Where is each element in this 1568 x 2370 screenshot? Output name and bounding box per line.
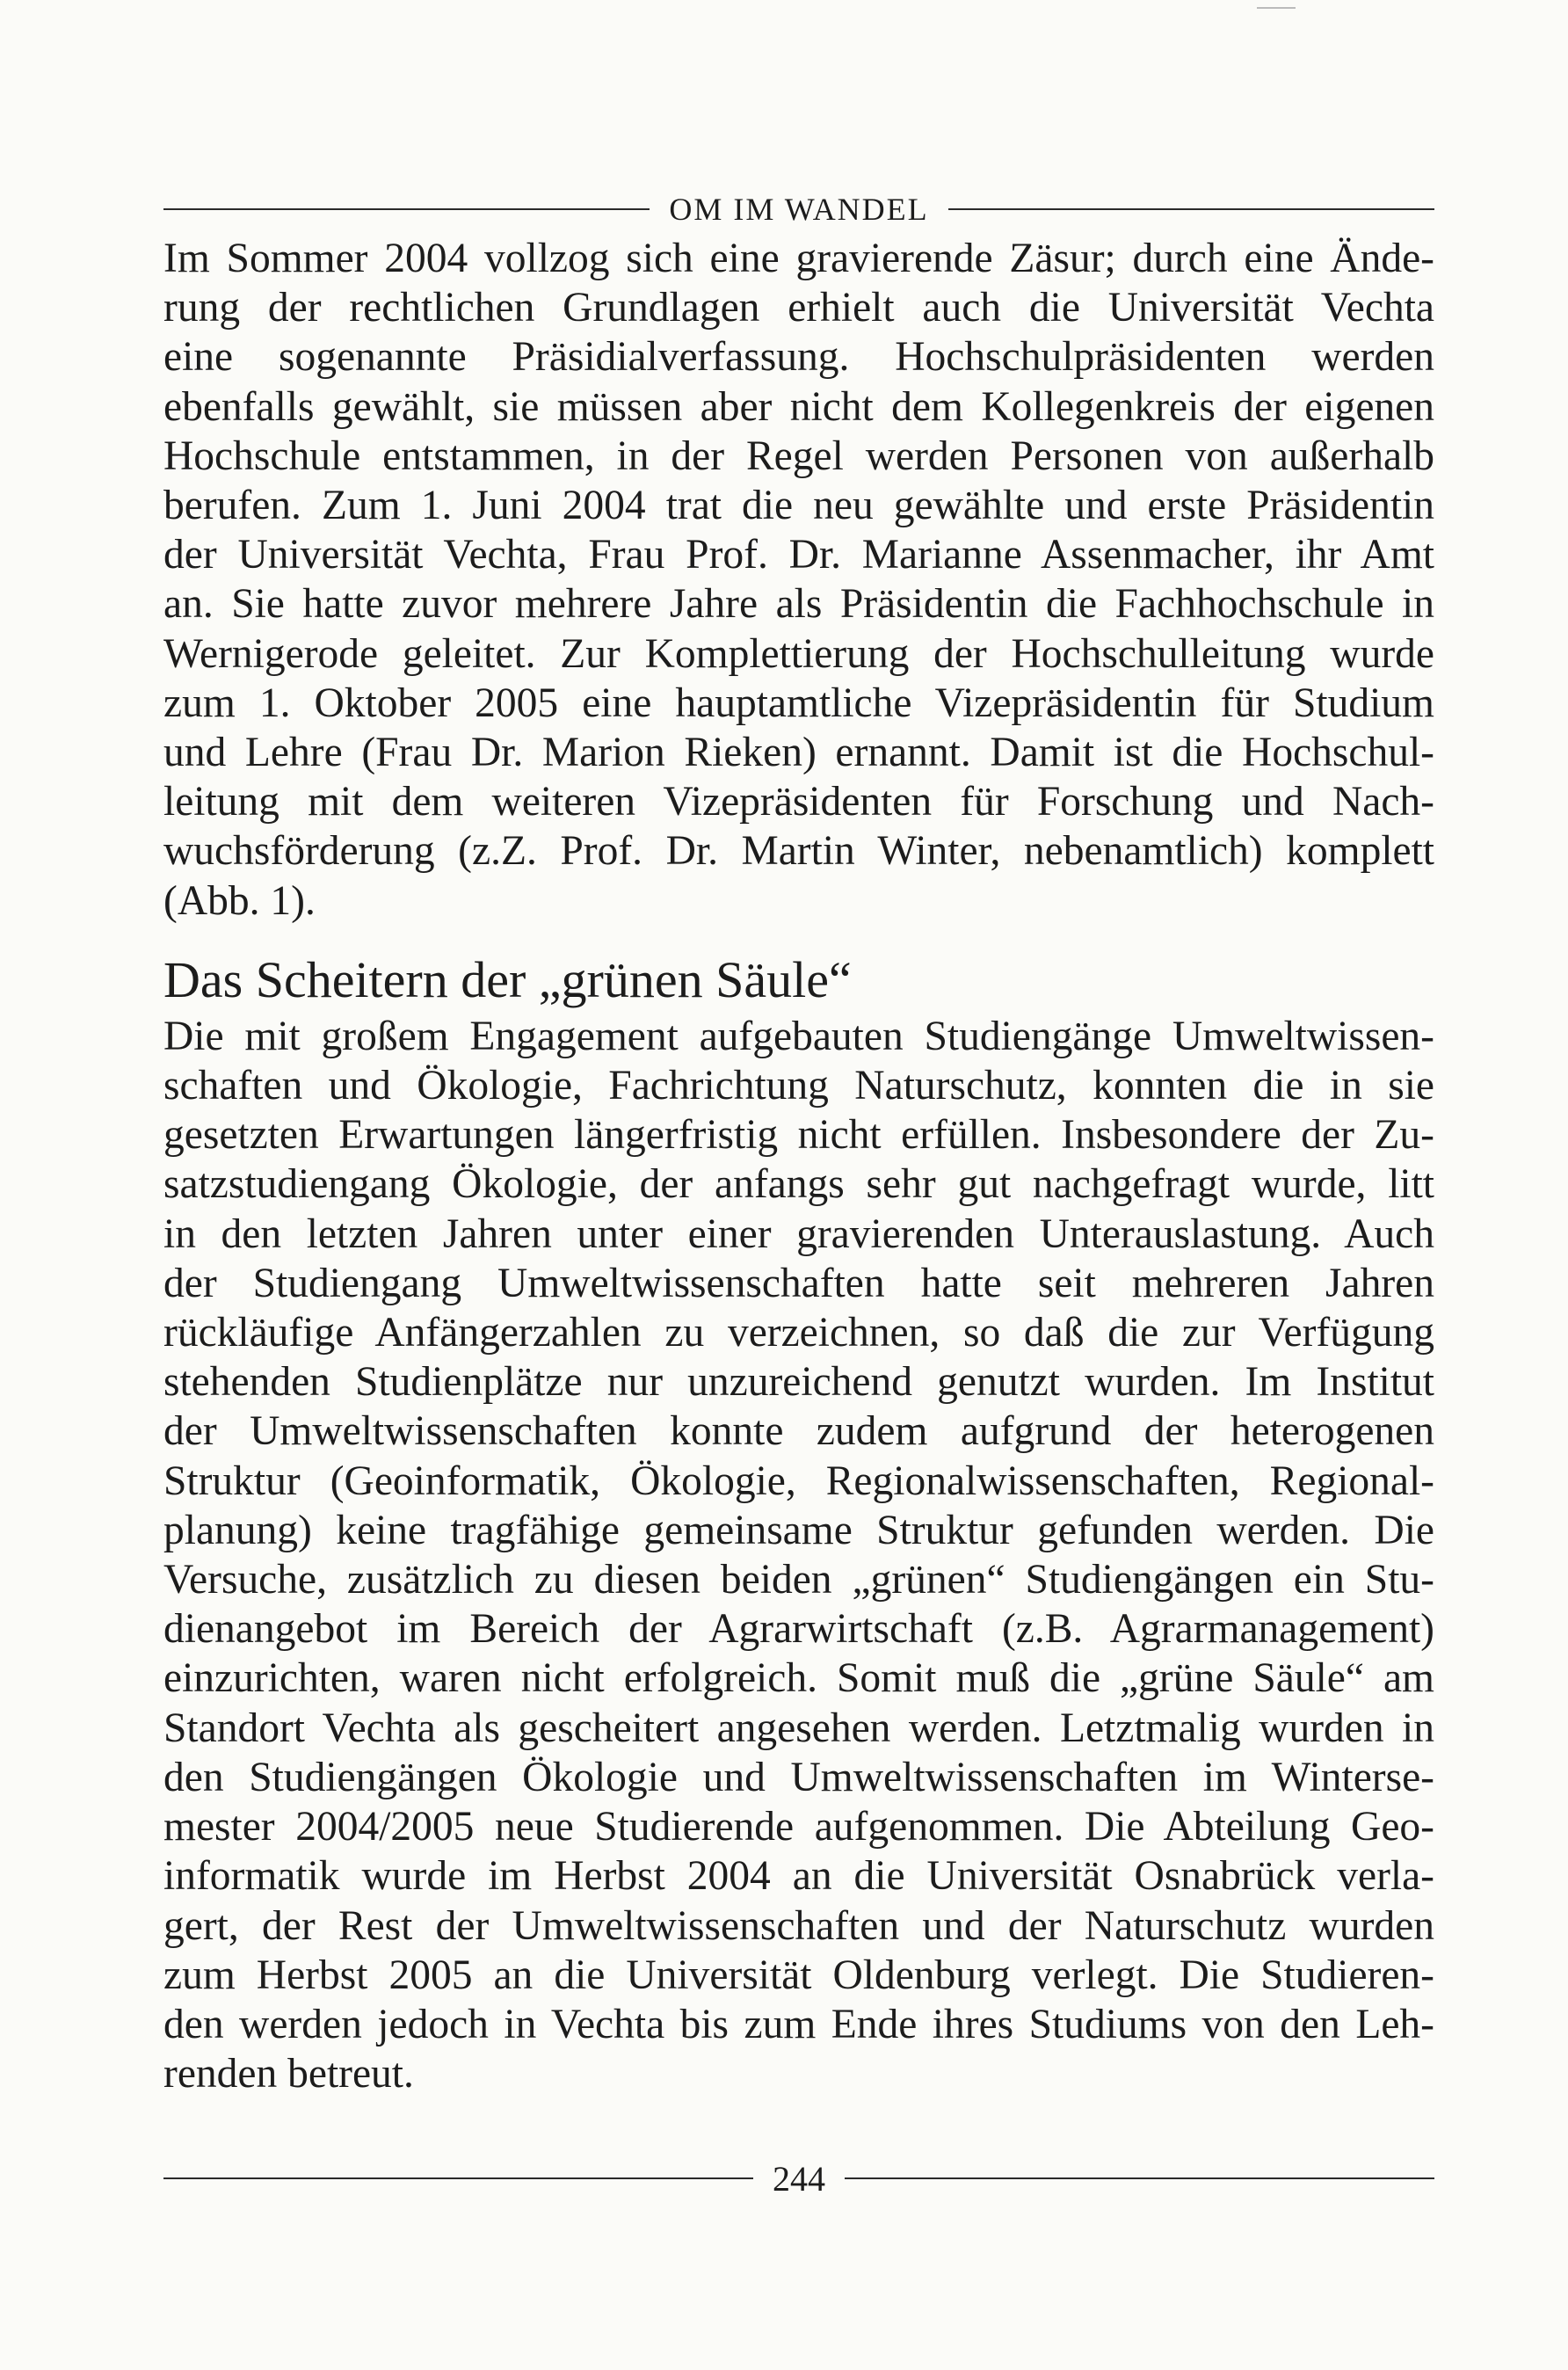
running-head [163, 185, 1434, 234]
page-footer [163, 2152, 1434, 2205]
text-line: einzurichten, waren nicht erfolgreich. Somit muß die „grüne Säule“ am [163, 1655, 1434, 1702]
page-content [163, 185, 1434, 2098]
text-line: der Umweltwissenschaften konnte zudem aufgrund der heterogenen [163, 1408, 1434, 1455]
page-number: 244 [773, 2158, 825, 2199]
text-line: renden betreut. [163, 2051, 414, 2097]
text-line: informatik wurde im Herbst 2004 an die Universität Osnabrück verla- [163, 1853, 1434, 1900]
footer-rule-right [845, 2177, 1434, 2179]
text-line: der Studiengang Umweltwissenschaften hatte seit mehreren Jahren [163, 1260, 1434, 1306]
text-line: der Universität Vechta, Frau Prof. Dr. Marianne Assenmacher, ihr Amt [163, 532, 1434, 578]
text-line: den werden jedoch in Vechta bis zum Ende ihres Studiums von den Leh- [163, 2001, 1434, 2047]
text-line: gesetzten Erwartungen längerfristig nicht erfüllen. Insbesondere der Zu- [163, 1112, 1434, 1159]
text-line: schaften und Ökologie, Fachrichtung Naturschutz, konnten die in sie [163, 1063, 1434, 1109]
text-line: Struktur (Geoinformatik, Ökologie, Regionalwissenschaften, Regional- [163, 1458, 1434, 1504]
text-line: wuchsförderung (z.Z. Prof. Dr. Martin Winter, nebenamtlich) komplett [163, 828, 1434, 875]
running-head-rule-left [163, 208, 650, 210]
text-line: ebenfalls gewählt, sie müssen aber nicht dem Kollegenkreis der eigenen [163, 383, 1434, 430]
text-line: (Abb. 1). [163, 877, 316, 924]
text-line: gert, der Rest der Umweltwissenschaften und der Naturschutz wurden [163, 1902, 1434, 1949]
text-line: dienangebot im Bereich der Agrarwirtschaft (z.B. Agrarmanagement) [163, 1606, 1434, 1653]
text-line: satzstudiengang Ökologie, der anfangs sehr gut nachgefragt wurde, litt [163, 1161, 1434, 1208]
paragraph-presidential-constitution [163, 234, 1434, 926]
text-line: Wernigerode geleitet. Zur Komplettierung der Hochschulleitung wurde [163, 630, 1434, 677]
text-line: leitung mit dem weiteren Vizepräsidenten für Forschung und Nach- [163, 779, 1434, 825]
text-line: Standort Vechta als gescheitert angesehen werden. Letztmalig wurden in [163, 1705, 1434, 1751]
scan-mark [1257, 7, 1296, 9]
text-line: eine sogenannte Präsidialverfassung. Hochschulpräsidenten werden [163, 334, 1434, 381]
running-head-rule-right [948, 208, 1434, 210]
text-line: in den letzten Jahren unter einer gravierenden Unterauslastung. Auch [163, 1210, 1434, 1257]
text-line: Versuche, zusätzlich zu diesen beiden „grünen“ Studiengängen ein Stu- [163, 1557, 1434, 1603]
text-line: rung der rechtlichen Grundlagen erhielt auch die Universität Vechta [163, 285, 1434, 331]
text-line: Hochschule entstammen, in der Regel werden Personen von außerhalb [163, 433, 1434, 479]
text-line: zum Herbst 2005 an die Universität Oldenburg verlegt. Die Studieren- [163, 1952, 1434, 1998]
text-line: berufen. Zum 1. Juni 2004 trat die neu gewählte und erste Präsidentin [163, 483, 1434, 529]
text-line: mester 2004/2005 neue Studierende aufgenommen. Die Abteilung Geo- [163, 1804, 1434, 1850]
text-line: Die mit großem Engagement aufgebauten Studiengänge Umweltwissen- [163, 1013, 1434, 1059]
section-heading: Das Scheitern der „grünen Säule“ [163, 950, 852, 1008]
text-line: Im Sommer 2004 vollzog sich eine gravierende Zäsur; durch eine Ände- [163, 236, 1434, 281]
text-line: und Lehre (Frau Dr. Marion Rieken) ernannt. Damit ist die Hochschul- [163, 730, 1434, 776]
text-line: den Studiengängen Ökologie und Umweltwissenschaften im Winterse- [163, 1754, 1434, 1800]
footer-rule-left [163, 2177, 753, 2179]
text-line: rückläufige Anfängerzahlen zu verzeichnen, so daß die zur Verfügung [163, 1310, 1434, 1356]
text-line: an. Sie hatte zuvor mehrere Jahre als Präsidentin die Fachhochschule in [163, 581, 1434, 628]
text-line: planung) keine tragfähige gemeinsame Struktur gefunden werden. Die [163, 1507, 1434, 1553]
running-title: OM IM WANDEL [669, 192, 929, 227]
paragraph-green-pillar [163, 1012, 1434, 2098]
text-line: zum 1. Oktober 2005 eine hauptamtliche Vizepräsidentin für Studium [163, 680, 1434, 726]
text-line: stehenden Studienplätze nur unzureichend genutzt wurden. Im Institut [163, 1359, 1434, 1406]
